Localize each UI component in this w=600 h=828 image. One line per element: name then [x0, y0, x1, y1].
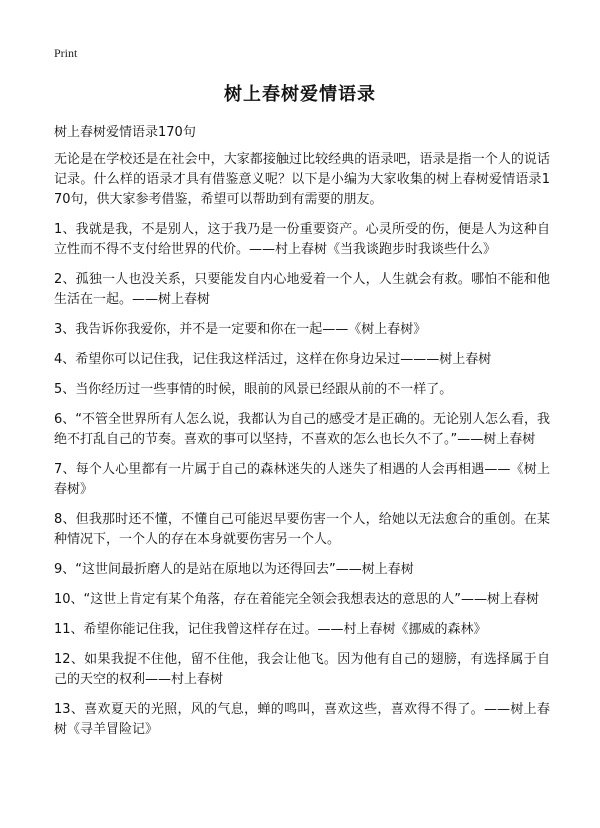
page-title: 树上春树爱情语录 [224, 84, 376, 105]
quote-item: 10、“这世上肯定有某个角落，存在着能完全领会我想表达的意思的人”——树上春树 [54, 592, 540, 607]
print-link[interactable]: Print [54, 46, 78, 60]
quote-item: 7、每个人心里都有一片属于自己的森林迷失的人迷失了相遇的人会再相遇——《树上春树》 [54, 462, 550, 497]
quote-item: 9、“这世间最折磨人的是站在原地以为还得回去”——树上春树 [54, 562, 414, 577]
quote-item: 13、喜欢夏天的光照，风的气息，蝉的鸣叫，喜欢这些，喜欢得不得了。——树上春树《寻羊冒险记》 [54, 702, 550, 737]
quote-item: 6、“不管全世界所有人怎么说，我都认为自己的感受才是正确的。无论别人怎么看，我绝不打乱自己的节奏。喜欢的事可以坚持，不喜欢的怎么也长久不了。”——树上春树 [54, 412, 551, 447]
quote-item: 11、希望你能记住我，记住我曾这样存在过。——村上春树《挪威的森林》 [54, 622, 487, 637]
quote-item: 3、我告诉你我爱你，并不是一定要和你在一起——《树上春树》 [54, 322, 427, 337]
quote-item: 2、孤独一人也没关系，只要能发自内心地爱着一个人，人生就会有救。哪怕不能和他生活在一起。——树上春树 [54, 272, 550, 307]
quote-item: 4、希望你可以记住我，记住我这样活过，这样在你身边呆过———树上春树 [54, 352, 492, 367]
quote-item: 12、如果我捉不住他，留不住他，我会让他飞。因为他有自己的翅膀，有选择属于自己的天空的权利——村上春树 [54, 652, 550, 687]
document-subtitle: 树上春树爱情语录170句 [54, 125, 196, 140]
intro-paragraph: 无论是在学校还是在社会中，大家都接触过比较经典的语录吧，语录是指一个人的说话记录。什么样的语录才具有借鉴意义呢？以下是小编为大家收集的树上春树爱情语录170句，供大家参考借鉴，希望可以帮助到有需要的朋友。 [54, 152, 550, 207]
quote-item: 1、我就是我，不是别人，这于我乃是一份重要资产。心灵所受的伤，便是人为这种自立性而不得不支付给世界的代价。——村上春树《当我谈跑步时我谈些什么》 [54, 222, 550, 257]
document-body [54, 150, 550, 750]
quote-item: 5、当你经历过一些事情的时候，眼前的风景已经跟从前的不一样了。 [54, 382, 453, 397]
quote-item: 8、但我那时还不懂，不懂自己可能迟早要伤害一个人，给她以无法愈合的重创。在某种情况下，一个人的存在本身就要伤害另一个人。 [54, 512, 550, 547]
